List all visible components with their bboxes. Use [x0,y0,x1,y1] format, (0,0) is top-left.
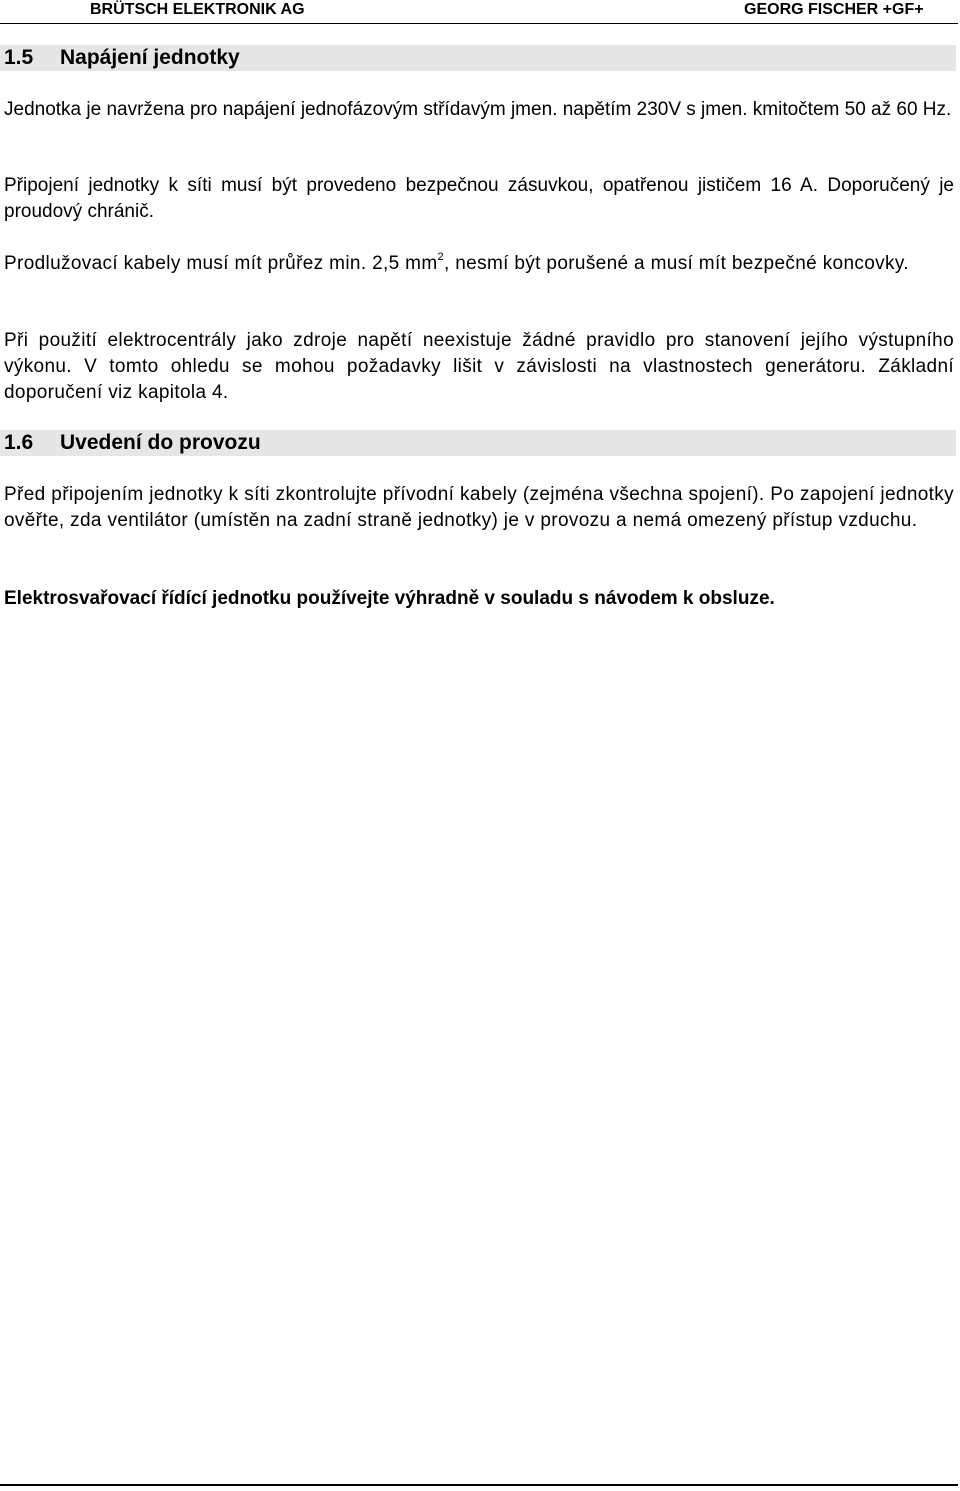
section-heading-1-5 [0,45,956,71]
paragraph-generator: Při použití elektrocentrály jako zdroje napětí neexistuje žádné pravidlo pro stanovení jejího výstupního výkonu. V tomto ohledu se mohou požadavky lišit v závislosti na vlastnostech generátoru. Základní doporučení viz kapitola 4. [4,330,954,403]
paragraph-commissioning: Před připojením jednotky k síti zkontrolujte přívodní kabely (zejména všechna spojení). Po zapojení jednotky ověřte, zda ventilátor (umístěn na zadní straně jednotky) je v provozu a nemá omezený přístup vzduchu. [4,484,954,531]
section-title: Uvedení do provozu [60,431,261,454]
header-company-left: BRÜTSCH ELEKTRONIK AG [90,1,305,18]
section-number: 1.6 [4,431,34,454]
section-title: Napájení jednotky [60,46,240,69]
paragraph-power-supply: Jednotka je navržena pro napájení jednofázovým střídavým jmen. napětím 230V s jmen. kmitočtem 50 až 60 Hz. [4,99,952,120]
section-heading-1-6 [0,430,956,456]
header-company-right: GEORG FISCHER +GF+ [744,1,924,18]
header-divider [0,23,958,24]
paragraph-usage-note: Elektrosvařovací řídící jednotku používejte výhradně v souladu s návodem k obsluze. [4,588,775,609]
paragraph-extension-cables-text-end: , nesmí být porušené a musí mít bezpečné koncovky. [444,253,909,274]
superscript-exponent: 2 [437,251,444,263]
section-number: 1.5 [4,46,34,69]
footer-divider [0,1484,958,1486]
page-header [0,0,960,22]
paragraph-connection: Připojení jednotky k síti musí být provedeno bezpečnou zásuvkou, opatřenou jističem 16 A. Doporučený je proudový chránič. [4,175,954,222]
paragraph-extension-cables [4,251,954,277]
paragraph-extension-cables-text: Prodlužovací kabely musí mít průřez min. 2,5 mm [4,253,438,274]
